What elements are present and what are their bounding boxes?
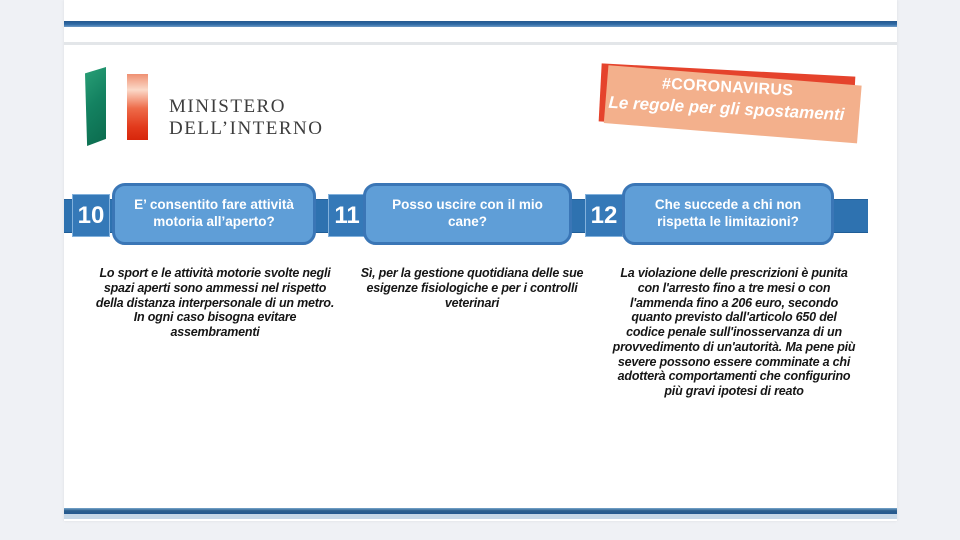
question-box-12: [622, 183, 834, 245]
answer-text-11: Sì, per la gestione quotidiana delle sue esigenze fisiologiche e per i controlli veterinari: [360, 266, 584, 310]
open-door-icon: [85, 67, 106, 146]
coronavirus-badge: [599, 63, 856, 134]
badge-subtitle: Le regole per gli spostamenti: [608, 92, 845, 125]
infographic-card: [64, 0, 897, 521]
ministry-name-line2: DELL’INTERNO: [169, 118, 324, 140]
badge-hashtag: #CORONAVIRUS: [661, 75, 794, 100]
question-box-10: [112, 183, 316, 245]
red-flag-bar-icon: [127, 74, 148, 140]
faq-number-10: 10: [72, 194, 110, 237]
top-gray-rule: [64, 42, 897, 45]
bottom-light-rule: [64, 514, 897, 519]
question-text-11: Posso uscire con il mio cane?: [392, 197, 543, 229]
faq-number-12: 12: [585, 194, 623, 237]
top-blue-rule: [64, 21, 897, 27]
question-text-10: E’ consentito fare attività motoria all’aperto?: [134, 197, 294, 229]
answer-text-10: Lo sport e le attività motorie svolte negli spazi aperti sono ammessi nel rispetto della distanza interpersonale di un metro. In ogni caso bisogna evitare assembramenti: [95, 266, 335, 339]
ministry-name: [169, 96, 324, 140]
question-text-12: Che succede a chi non rispetta le limitazioni?: [654, 197, 802, 229]
ministry-name-line1: MINISTERO: [169, 96, 286, 117]
question-box-11: [363, 183, 572, 245]
faq-number-11: 11: [328, 194, 366, 237]
answer-text-12: La violazione delle prescrizioni è punita con l'arresto fino a tre mesi o con l'ammenda fino a 206 euro, secondo quanto previsto dall'articolo 650 del codice penale sull'inosservanza di un provvedimento di un'autorità. Ma pene più severe possono essere comminate a chi adotterà comportamenti che configurino più gravi ipotesi di reato: [612, 266, 856, 398]
